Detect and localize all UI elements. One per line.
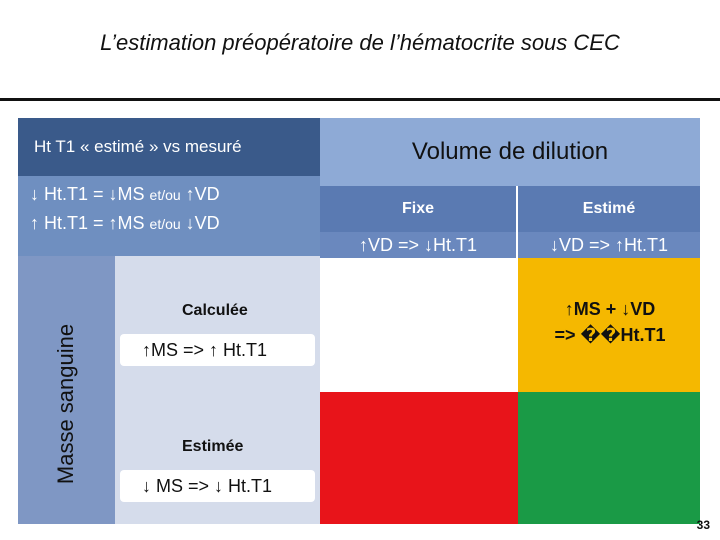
- page-number: 33: [696, 518, 710, 532]
- relation-suffix: ↓VD: [180, 213, 220, 233]
- column-formula-fixe: [320, 232, 516, 258]
- column-formula-text: ↓VD => ↑Ht.T1: [549, 234, 669, 255]
- combined-formula-line-1: ↑MS + ↓VD: [564, 299, 656, 319]
- row-formula-text: ↓ MS => ↓ Ht.T1: [142, 475, 273, 496]
- column-label-fixe: Fixe: [401, 200, 434, 217]
- masse-sanguine-label: Masse sanguine: [53, 323, 78, 485]
- left-header-label: Ht T1 « estimé » vs mesuré: [34, 137, 242, 156]
- slide-title: L’estimation préopératoire de l’hématocrite sous CEC: [100, 30, 620, 55]
- row-formula-text: ↑MS => ↑ Ht.T1: [142, 339, 268, 360]
- combined-formula-line-2: => ��Ht.T1: [554, 325, 666, 345]
- cell-estimee-fixe: [320, 392, 518, 524]
- volume-dilution-label: Volume de dilution: [411, 138, 609, 165]
- calculee-estime-formula: [520, 296, 700, 348]
- cell-estimee-estime: [518, 392, 700, 524]
- row-formula-calculee: [120, 334, 315, 366]
- column-header-estime: [518, 186, 700, 232]
- column-formula-estime: [518, 232, 700, 258]
- volume-dilution-header: [320, 118, 700, 186]
- column-formula-text: ↑VD => ↓Ht.T1: [358, 234, 478, 255]
- row-formula-estimee: [120, 470, 315, 502]
- relation-line-increase: [30, 213, 220, 234]
- column-label-estime: Estimé: [582, 200, 636, 217]
- column-header-fixe: [320, 186, 516, 232]
- left-header: [18, 118, 320, 176]
- relation-suffix: ↑VD: [180, 184, 220, 204]
- row-label-calculee: Calculée: [182, 302, 248, 319]
- relation-line-decrease: [30, 184, 220, 205]
- relation-connector: et/ou: [149, 216, 181, 232]
- cell-calculee-fixe: [320, 258, 518, 392]
- relation-connector: et/ou: [149, 187, 181, 203]
- row-label-estimee: Estimée: [182, 438, 244, 455]
- title-divider: [0, 98, 720, 101]
- relation-prefix: ↑ Ht.T1 = ↑MS: [30, 213, 150, 233]
- relation-prefix: ↓ Ht.T1 = ↓MS: [30, 184, 150, 204]
